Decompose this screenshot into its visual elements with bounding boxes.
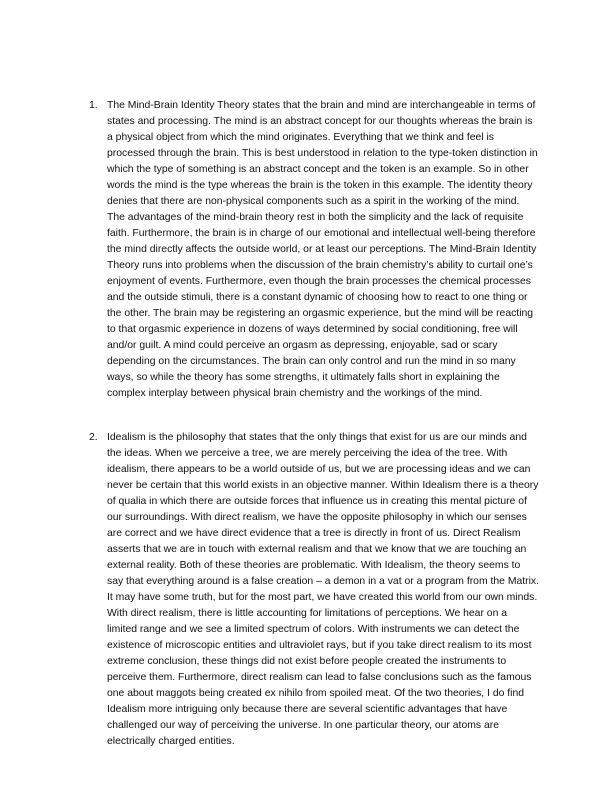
- list-item-paragraph: Idealism is the philosophy that states that the only things that exist for us are our minds and the ideas. When we perceive a tree, we are merely perceiving the idea of the tree. With idealism, there appears to be a world outside of us, but we are processing ideas and we can never be certain that this world exists in an objective manner. Within Idealism there is a theory of qualia in which there are outside forces that influence us in creating this mental picture of our surroundings. With direct realism, we have the opposite philosophy in which our senses are correct and we have direct evidence that a tree is directly in front of us. Direct Realism asserts that we are in touch with external realism and that we know that we are touching an external reality. Both of these theories are problematic. With Idealism, the theory seems to say that everything around is a false creation – a demon in a vat or a program from the Matrix. It may have some truth, but for the most part, we have created this world from our own minds. With direct realism, there is little accounting for limitations of perceptions. We hear on a limited range and we see a limited spectrum of colors. With instruments we can detect the existence of microscopic entities and ultraviolet rays, but if you take direct realism to its most extreme conclusion, these things did not exist before people created the instruments to perceive them. Furthermore, direct realism can lead to false conclusions such as the famous one about maggots being created ex nihilo from spoiled meat. Of the two theories, I do find Idealism more intriguing only because there are several scientific advantages that have challenged our way of perceiving the universe. In one particular theory, our atoms are electrically charged entities.: [107, 432, 540, 747]
- list-item: [89, 98, 539, 402]
- list-item: [89, 430, 539, 750]
- list-item-paragraph: The Mind-Brain Identity Theory states that the brain and mind are interchangeable in terms of states and processing. The mind is an abstract concept for our thoughts whereas the brain is a physical object from which the mind originates. Everything that we think and feel is processed through the brain. This is best understood in relation to the type-token distinction in which the type of something is an abstract concept and the token is an example. So in other words the mind is the type whereas the brain is the token in this example. The identity theory denies that there are non-physical components such as a spirit in the working of the mind. The advantages of the mind-brain theory rest in both the simplicity and the lack of requisite faith. Furthermore, the brain is in charge of our emotional and intellectual well-being therefore the mind directly affects the outside world, or at least our perceptions. The Mind-Brain Identity Theory runs into problems when the discussion of the brain chemistry’s ability to curtail one’s enjoyment of events. Furthermore, even though the brain processes the chemical processes and the outside stimuli, there is a constant dynamic of choosing how to react to one thing or the other. The brain may be registering an orgasmic experience, but the mind will be reacting to that orgasmic experience in dozens of ways determined by social conditioning, free will and/or guilt. A mind could perceive an orgasm as depressing, enjoyable, sad or scary depending on the circumstances. The brain can only control and run the mind in so many ways, so while the theory has some strengths, it ultimately falls short in explaining the complex interplay between physical brain chemistry and the workings of the mind.: [107, 100, 538, 399]
- list-item-number: 2.: [89, 432, 98, 443]
- list-item-number: 1.: [89, 100, 98, 111]
